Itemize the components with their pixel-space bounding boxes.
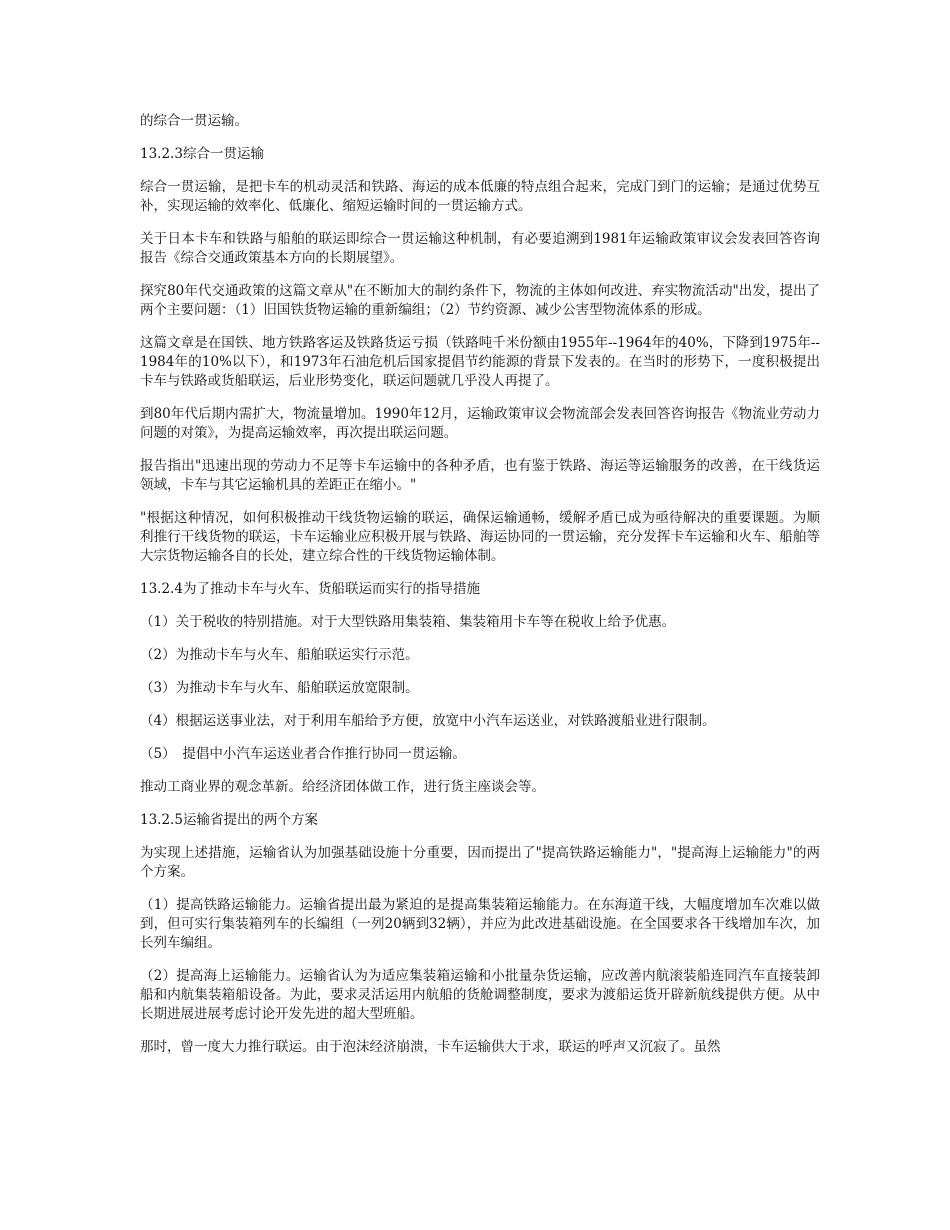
- list-item: （1）关于税收的特别措施。对于大型铁路用集装箱、集装箱用卡车等在税收上给予优惠。: [140, 614, 676, 630]
- paragraph: 综合一贯运输，是把卡车的机动灵活和铁路、海运的成本低廉的特点组合起来，完成门到门的运输；是通过优势互补，实现运输的效率化、低廉化、缩短运输时间的一贯运输方式。: [140, 179, 820, 214]
- paragraph: 关于日本卡车和铁路与船舶的联运即综合一贯运输这种机制，有必要追溯到1981年运输政策审议会发表回答咨询报告《综合交通政策基本方向的长期展望》。: [140, 231, 820, 266]
- list-item: （4）根据运送事业法，对于利用车船给予方便，放宽中小汽车运送业，对铁路渡船业进行限制。: [140, 713, 716, 729]
- paragraph-continuation: 的综合一贯运输。: [140, 113, 248, 129]
- paragraph: 探究80年代交通政策的这篇文章从"在不断加大的制约条件下，物流的主体如何改进、弃实物流活动"出发，提出了两个主要问题：（1）旧国铁货物运输的重新编组；（2）节约资源、减少公害型物流体系的形成。: [140, 283, 820, 318]
- list-item: （2）提高海上运输能力。运输省认为为适应集装箱运输和小批量杂货运输，应改善内航滚装船连同汽车直接装卸船和内航集装箱船设备。为此，要求灵活运用内航船的货舱调整制度，要求为渡船运货开辟新航线提供方便。从中长期进展进展考虑讨论开发先进的超大型班船。: [140, 968, 820, 1022]
- paragraph: 这篇文章是在国铁、地方铁路客运及铁路货运亏损（铁路吨千米份额由1955年--1964年的40%，下降到1975年--1984年的10%以下），和1973年石油危机后国家提倡节约能源的背景下发表的。在当时的形势下，一度积极提出卡车与铁路或货船联运，后业形势变化，联运问题就几乎没人再提了。: [140, 335, 820, 389]
- list-item: （1）提高铁路运输能力。运输省提出最为紧迫的是提高集装箱运输能力。在东海道干线，大幅度增加车次难以做到，但可实行集装箱列车的长编组（一列20辆到32辆），并应为此改进基础设施。在全国要求各干线增加车次，加长列车编组。: [140, 897, 820, 951]
- paragraph: 报告指出"迅速出现的劳动力不足等卡车运输中的各种矛盾，也有鉴于铁路、海运等运输服务的改善，在干线货运领域，卡车与其它运输机具的差距正在缩小。": [140, 458, 820, 493]
- paragraph: 为实现上述措施，运输省认为加强基础设施十分重要，因而提出了"提高铁路运输能力"，"提高海上运输能力"的两个方案。: [140, 845, 820, 880]
- section-heading-13-2-4: 13.2.4为了推动卡车与火车、货船联运而实行的指导措施: [140, 581, 480, 597]
- list-item: （5） 提倡中小汽车运送业者合作推行协同一贯运输。: [140, 746, 466, 762]
- paragraph: 那时，曾一度大力推行联运。由于泡沫经济崩溃，卡车运输供大于求，联运的呼声又沉寂了。虽然: [140, 1039, 721, 1055]
- document-body: [140, 112, 820, 1071]
- paragraph: "根据这种情况，如何积极推动干线货物运输的联运，确保运输通畅，缓解矛盾已成为亟待解决的重要课题。为顺利推行干线货物的联运，卡车运输业应积极开展与铁路、海运协同的一贯运输，充分发挥卡车运输和火车、船舶等大宗货物运输各自的长处，建立综合性的干线货物运输体制。: [140, 510, 820, 564]
- section-heading-13-2-3: 13.2.3综合一贯运输: [140, 146, 264, 162]
- paragraph: 到80年代后期内需扩大，物流量增加。1990年12月，运输政策审议会物流部会发表回答咨询报告《物流业劳动力问题的对策》，为提高运输效率，再次提出联运问题。: [140, 406, 820, 441]
- paragraph: 推动工商业界的观念革新。给经济团体做工作，进行货主座谈会等。: [140, 779, 545, 795]
- list-item: （2）为推动卡车与火车、船舶联运实行示范。: [140, 647, 419, 663]
- list-item: （3）为推动卡车与火车、船舶联运放宽限制。: [140, 680, 419, 696]
- section-heading-13-2-5: 13.2.5运输省提出的两个方案: [140, 812, 318, 828]
